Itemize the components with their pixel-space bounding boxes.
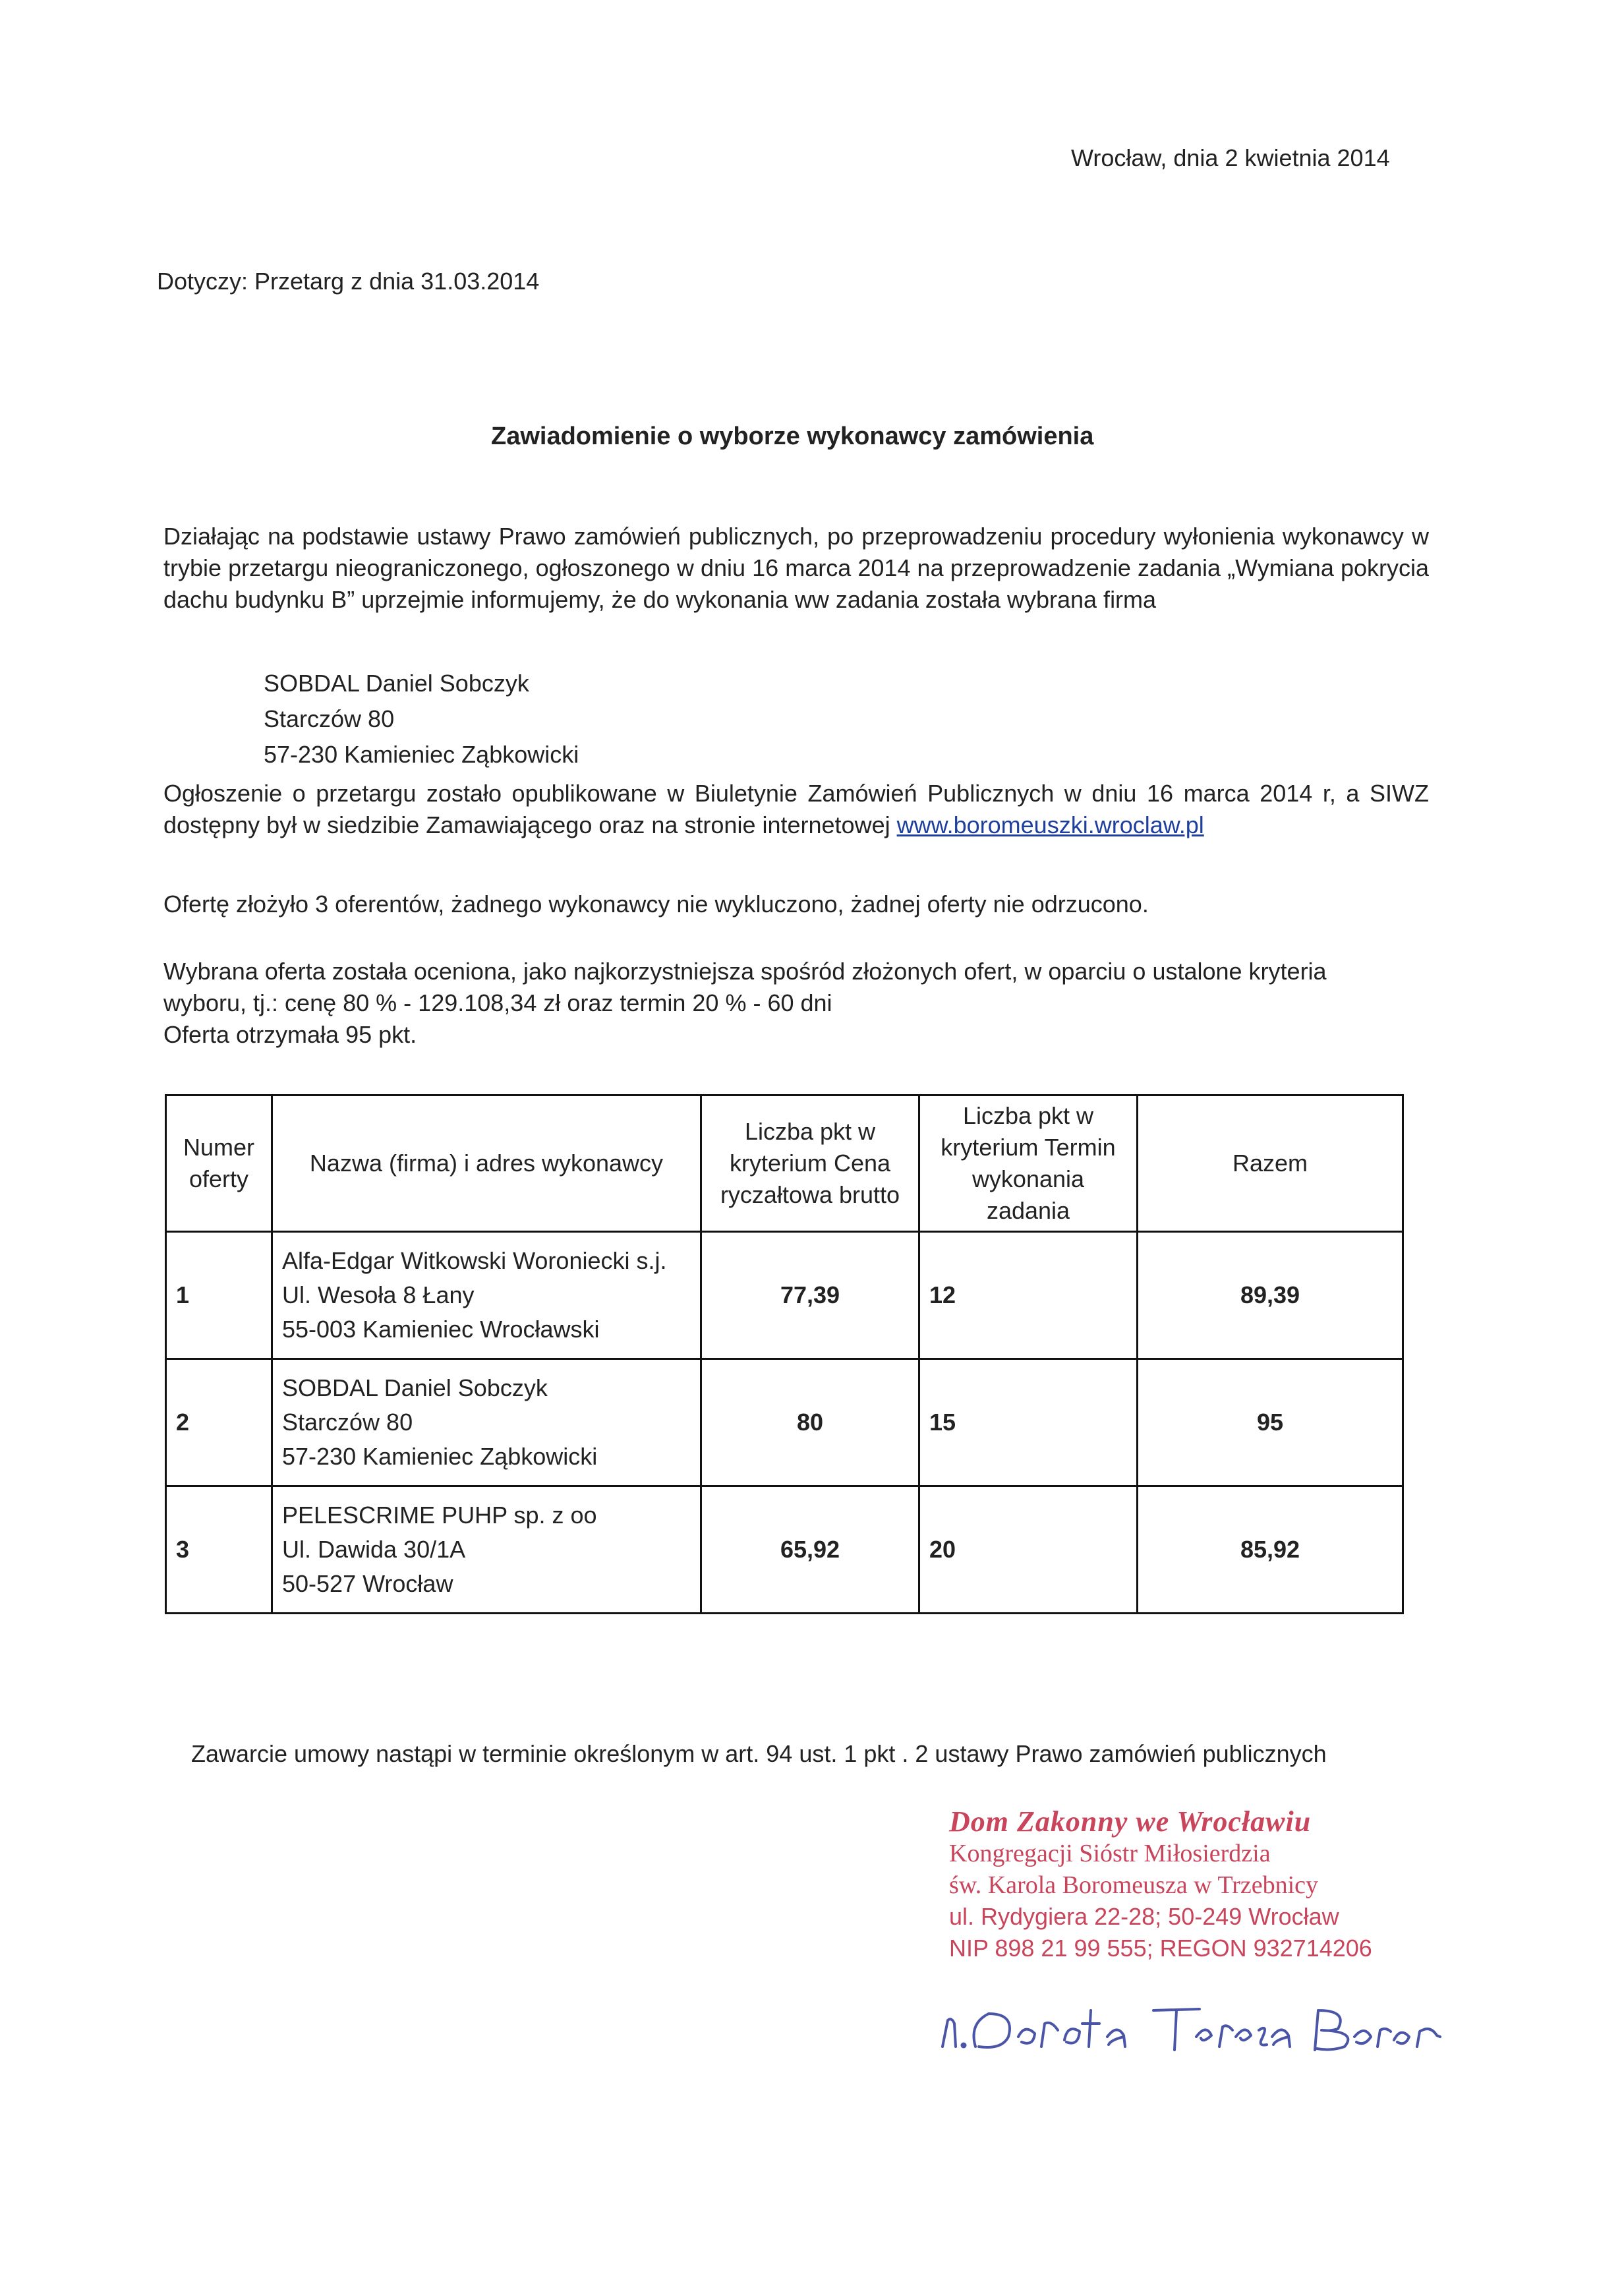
closing-paragraph: Zawarcie umowy nastąpi w terminie określonym w art. 94 ust. 1 pkt . 2 ustawy Prawo zamówień publicznych bbox=[191, 1740, 1327, 1767]
row-total: 95 bbox=[1138, 1359, 1403, 1486]
firm-name: PELESCRIME PUHP sp. z oo bbox=[282, 1502, 597, 1529]
stamp-line-1: Dom Zakonny we Wrocławiu bbox=[949, 1805, 1312, 1838]
table-row bbox=[166, 1486, 1403, 1614]
row-total: 85,92 bbox=[1138, 1486, 1403, 1614]
evaluation-line-3: Oferta otrzymała 95 pkt. bbox=[163, 1021, 417, 1048]
winner-name: SOBDAL Daniel Sobczyk bbox=[264, 670, 529, 697]
row-term-points: 15 bbox=[919, 1359, 1138, 1486]
firm-city: 55-003 Kamieniec Wrocławski bbox=[282, 1316, 600, 1343]
row-total: 89,39 bbox=[1138, 1232, 1403, 1359]
row-term-points: 20 bbox=[919, 1486, 1138, 1614]
offers-paragraph: Ofertę złożyło 3 oferentów, żadnego wykonawcy nie wykluczono, żadnej oferty nie odrzucono. bbox=[163, 891, 1149, 918]
row-number: 3 bbox=[166, 1486, 272, 1614]
signature-text: n. Dorota Teresa Boron bbox=[929, 1984, 937, 1985]
row-price-points: 80 bbox=[701, 1359, 919, 1486]
row-price-points: 77,39 bbox=[701, 1232, 919, 1359]
document-title: Zawiadomienie o wyborze wykonawcy zamówienia bbox=[491, 423, 1094, 450]
evaluation-line-2: wyboru, tj.: cenę 80 % - 129.108,34 zł oraz termin 20 % - 60 dni bbox=[163, 989, 832, 1016]
firm-name: SOBDAL Daniel Sobczyk bbox=[282, 1374, 548, 1401]
handwritten-signature bbox=[929, 1984, 1457, 2063]
winner-street: Starczów 80 bbox=[264, 705, 395, 732]
row-price-points: 65,92 bbox=[701, 1486, 919, 1614]
firm-street: Ul. Wesoła 8 Łany bbox=[282, 1281, 475, 1308]
table-row bbox=[166, 1359, 1403, 1486]
firm-city: 57-230 Kamieniec Ząbkowicki bbox=[282, 1443, 598, 1470]
subject-line: Dotyczy: Przetarg z dnia 31.03.2014 bbox=[157, 268, 540, 295]
stamp-line-3: św. Karola Boromeusza w Trzebnicy bbox=[949, 1871, 1319, 1899]
winner-address bbox=[264, 666, 579, 773]
winner-city: 57-230 Kamieniec Ząbkowicki bbox=[264, 741, 579, 768]
row-number: 2 bbox=[166, 1359, 272, 1486]
firm-street: Starczów 80 bbox=[282, 1409, 413, 1436]
institution-stamp bbox=[949, 1806, 1372, 1964]
row-firm bbox=[272, 1232, 701, 1359]
header-firm: Nazwa (firma) i adres wykonawcy bbox=[272, 1095, 701, 1232]
row-firm bbox=[272, 1359, 701, 1486]
table-row bbox=[166, 1232, 1403, 1359]
results-table bbox=[165, 1094, 1404, 1614]
stamp-line-5: NIP 898 21 99 555; REGON 932714206 bbox=[949, 1935, 1372, 1962]
evaluation-line-1: Wybrana oferta została oceniona, jako najkorzystniejsza spośród złożonych ofert, w oparciu o ustalone kryteria bbox=[163, 958, 1327, 985]
intro-paragraph: Działając na podstawie ustawy Prawo zamówień publicznych, po przeprowadzeniu procedury wyłonienia wykonawcy w trybie przetargu nieograniczonego, ogłoszonego w dniu 16 marca 2014 na przeprowadzenie zadania „Wymiana pokrycia dachu budynku B” uprzejmie informujemy, że do wykonania ww zadania została wybrana firma bbox=[163, 523, 1429, 613]
announcement-paragraph bbox=[163, 778, 1429, 841]
header-number: Numer oferty bbox=[166, 1095, 272, 1232]
header-price: Liczba pkt w kryterium Cena ryczałtowa brutto bbox=[701, 1095, 919, 1232]
header-total: Razem bbox=[1138, 1095, 1403, 1232]
header-term: Liczba pkt w kryterium Termin wykonania zadania bbox=[919, 1095, 1138, 1232]
row-term-points: 12 bbox=[919, 1232, 1138, 1359]
firm-street: Ul. Dawida 30/1A bbox=[282, 1536, 466, 1563]
stamp-line-4: ul. Rydygiera 22-28; 50-249 Wrocław bbox=[949, 1903, 1339, 1930]
website-link[interactable]: www.boromeuszki.wroclaw.pl bbox=[896, 811, 1204, 838]
row-number: 1 bbox=[166, 1232, 272, 1359]
firm-name: Alfa-Edgar Witkowski Woroniecki s.j. bbox=[282, 1247, 667, 1274]
firm-city: 50-527 Wrocław bbox=[282, 1570, 453, 1597]
evaluation-paragraph bbox=[163, 956, 1429, 1051]
stamp-line-2: Kongregacji Sióstr Miłosierdzia bbox=[949, 1840, 1271, 1867]
table-header-row bbox=[166, 1095, 1403, 1232]
row-firm bbox=[272, 1486, 701, 1614]
announcement-text: Ogłoszenie o przetargu zostało opublikowane w Biuletynie Zamówień Publicznych w dniu 16 marca 2014 r, a SIWZ dostępny był w siedzibie Zamawiającego oraz na stronie internetowej bbox=[163, 780, 1429, 838]
date-line: Wrocław, dnia 2 kwietnia 2014 bbox=[1071, 144, 1390, 171]
